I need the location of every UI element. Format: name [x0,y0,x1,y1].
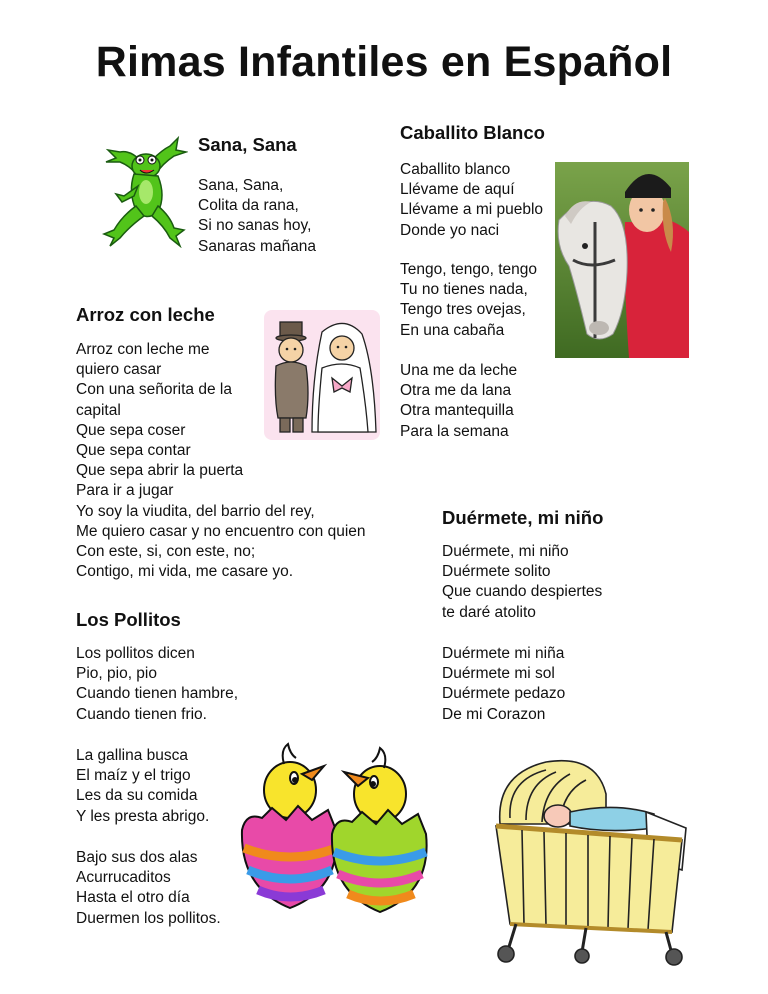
girl-with-horse-photo [555,162,689,358]
verse-line: La gallina busca [76,747,189,764]
verse-line: Otra me da lana [400,382,512,400]
verse-line: Pio, pio, pio [76,665,157,683]
verse-line: Acurrucaditos [76,869,171,887]
caballito-verse-1 [400,160,543,241]
verse-line: Colita da rana, [198,197,299,215]
verse-line: Llévame de aquí [400,181,515,199]
duermete-verse-2 [442,644,565,725]
verse-line: Y les presta abrigo. [76,807,210,825]
sana-heading: Sana, Sana [198,134,297,155]
verse-line: Para la semana [400,422,509,440]
verse-line: Donde yo naci [400,221,500,239]
verse-line: Arroz con leche me [76,341,210,358]
pollitos-verse-1 [76,644,238,725]
duermete-verse-1 [442,542,602,623]
verse-line: Sanaras mañana [198,237,317,255]
caballito-verse-2 [400,260,537,341]
verse-line: Que sepa abrir la puerta [76,462,244,480]
verse-line: Cuando tienen hambre, [76,685,239,703]
verse-line: capital [76,401,121,419]
sana-verse [198,176,316,257]
verse-line: Bajo sus dos alas [76,849,198,866]
verse-line: El maíz y el trigo [76,767,191,785]
pollitos-heading: Los Pollitos [76,609,181,630]
verse-line: Con una señorita de la [76,381,232,399]
verse-line: Contigo, mi vida, me casare yo. [76,563,294,581]
arroz-verse [76,340,366,582]
verse-line: Si no sanas hoy, [198,217,312,235]
verse-line: Para ir a jugar [76,482,174,500]
verse-line: te daré atolito [442,603,536,621]
verse-line: Que sepa coser [76,421,186,439]
verse-line: Que cuando despiertes [442,583,603,601]
verse-line: Tengo, tengo, tengo [400,261,538,278]
pollitos-verse-2 [76,746,209,827]
verse-line: Tu no tienes nada, [400,281,528,299]
baby-cradle-illustration [486,754,696,966]
caballito-verse-3 [400,361,517,442]
verse-line: Con este, si, con este, no; [76,543,256,561]
verse-line: Les da su comida [76,787,198,805]
verse-line: Cuando tienen frio. [76,705,207,723]
verse-line: En una cabaña [400,321,505,339]
verse-line: Caballito blanco [400,161,511,178]
verse-line: Duérmete mi niña [442,645,565,662]
verse-line: Llévame a mi pueblo [400,201,544,219]
verse-line: quiero casar [76,361,162,379]
verse-line: Sana, Sana, [198,177,284,194]
verse-line: Me quiero casar y no encuentro con quien [76,522,366,540]
arroz-heading: Arroz con leche [76,304,215,325]
page-title: Rimas Infantiles en Español [95,38,673,86]
verse-line: Tengo tres ovejas, [400,301,526,319]
verse-line: Una me da leche [400,362,518,379]
pollitos-verse-3 [76,848,221,929]
verse-line: Hasta el otro día [76,889,190,907]
duermete-heading: Duérmete, mi niño [442,507,604,528]
verse-line: Duérmete mi sol [442,665,555,683]
verse-line: Duermen los pollitos. [76,909,221,927]
frog-illustration [100,130,188,248]
verse-line: Que sepa contar [76,442,191,460]
verse-line: De mi Corazon [442,705,546,723]
verse-line: Yo soy la viudita, del barrio del rey, [76,502,315,520]
verse-line: Los pollitos dicen [76,645,195,662]
caballito-heading: Caballito Blanco [400,122,545,143]
verse-line: Duérmete solito [442,563,551,581]
verse-line: Duérmete pedazo [442,685,566,703]
verse-line: Duérmete, mi niño [442,543,569,560]
chicks-in-eggs-illustration [232,738,432,924]
verse-line: Otra mantequilla [400,402,514,420]
